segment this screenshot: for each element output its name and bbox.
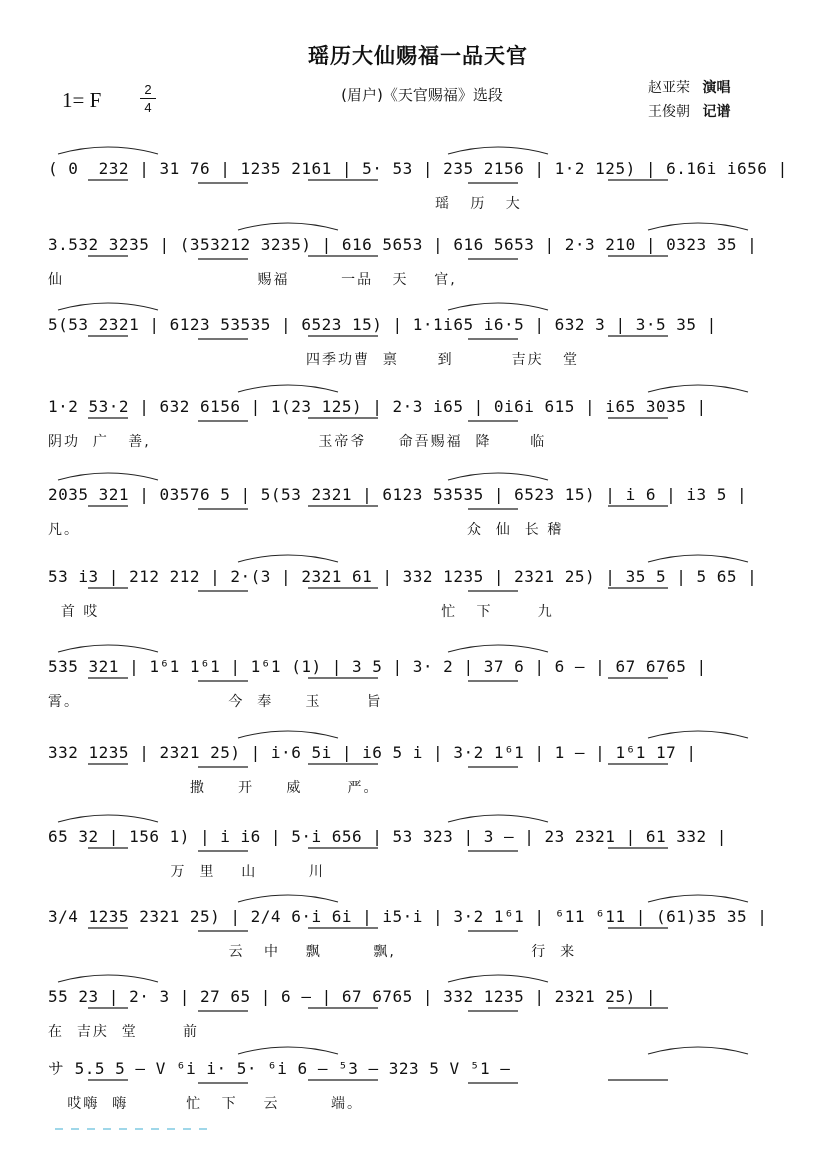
staff-line [48, 390, 804, 474]
lyric-line: 四季功曹 禀 到 吉庆 堂 [48, 352, 580, 368]
staff-line [48, 152, 804, 236]
key-signature: 1= F [62, 88, 102, 112]
footer-decoration [55, 1128, 215, 1130]
staff-line [48, 308, 804, 392]
jianpu-notes: 55 23 | 2· 3 | 27 65 | 6 — | 67 6765 | 332 1235 | 2321 25) | [48, 987, 656, 1006]
staff-line [48, 560, 804, 644]
page-subtitle: (眉户)《天官赐福》选段 [341, 86, 503, 104]
staff-line [48, 1052, 804, 1136]
jianpu-notes: ( 0 232 | 31 76 | 1235 2161 | 5· 53 | 235 2156 | 1·2 125) | 6.16i i656 | [48, 159, 788, 178]
jianpu-notes: 1·2 53·2 | 632 6156 | 1(23 125) | 2·3 i65 | 0i6i 615 | i65 3035 | [48, 397, 707, 416]
notator-credit [648, 100, 730, 124]
staff-line [48, 478, 804, 562]
lyric-line: 哎嗨 嗨 忙 下 云 端。 [48, 1096, 364, 1112]
singer-role: 演唱 [702, 80, 731, 96]
lyric-line: 在 吉庆 堂 前 [48, 1024, 199, 1040]
jianpu-notes: 5(53 2321 | 6123 53535 | 6523 15) | 1·1i65 i6·5 | 632 3 | 3·5 35 | [48, 315, 717, 334]
page-title: 瑶历大仙赐福一品天官 [308, 44, 528, 68]
jianpu-notes: 535 321 | 1⁶1 1⁶1 | 1⁶1 (1) | 3 5 | 3· 2 | 37 6 | 6 — | 67 6765 | [48, 657, 707, 676]
jianpu-notes: 3.532 3235 | (353212 3235) | 616 5653 | 616 5653 | 2·3 210 | 0323 35 | [48, 235, 758, 254]
staff-line [48, 650, 804, 734]
time-signature-bottom: 4 [144, 100, 152, 115]
lyric-line: 万 里 山 川 [48, 864, 325, 880]
jianpu-notes: サ 5.5 5 — V ⁶i i· 5· ⁶i 6 — ⁵3 — 323 5 V ⁵1 — [48, 1059, 511, 1078]
jianpu-notes: 53 i3 | 212 212 | 2·(3 | 2321 61 | 332 1235 | 2321 25) | 35 5 | 5 65 | [48, 567, 758, 586]
lyric-line: 仙 赐福 一品 天 官, [48, 272, 477, 288]
singer-name: 赵亚荣 [648, 80, 690, 96]
lyric-line: 撒 开 威 严。 [48, 780, 380, 796]
staff-line [48, 820, 804, 904]
notator-name: 王俊朝 [648, 104, 690, 120]
lyric-line: 霄。 今 奉 玉 旨 [48, 694, 383, 710]
staff-line [48, 900, 804, 984]
time-signature-top: 2 [144, 82, 152, 97]
staff-line [48, 228, 804, 312]
jianpu-notes: 65 32 | 156 1) | i i6 | 5·i 656 | 53 323 | 3 — | 23 2321 | 61 332 | [48, 827, 727, 846]
staff-line [48, 736, 804, 820]
lyric-line: 瑶 历 大 [48, 196, 522, 212]
lyric-line: 阴功 广 善, 玉帝爷 命吾赐福 降 临 [48, 434, 547, 450]
lyric-line: 云 中 飘 飘, 行 来 [48, 944, 577, 960]
lyric-line: 首 哎 忙 下 九 [48, 604, 554, 620]
singer-credit [648, 76, 730, 100]
lyric-line: 凡。 众 仙 长 稽 [48, 522, 564, 538]
jianpu-notes: 332 1235 | 2321 25) | i·6 5i | i6 5 i | 3·2 1⁶1 | 1 — | 1⁶1 17 | [48, 743, 697, 762]
time-signature [140, 82, 156, 115]
notator-role: 记谱 [702, 104, 731, 120]
jianpu-notes: 3/4 1235 2321 25) | 2/4 6·i 6i | i5·i | 3·2 1⁶1 | ⁶11 ⁶11 | (61)35 35 | [48, 907, 768, 926]
jianpu-notes: 2035 321 | 03576 5 | 5(53 2321 | 6123 53535 | 6523 15) | i 6 | i3 5 | [48, 485, 748, 504]
credits [648, 76, 730, 124]
time-signature-divider [140, 98, 156, 99]
